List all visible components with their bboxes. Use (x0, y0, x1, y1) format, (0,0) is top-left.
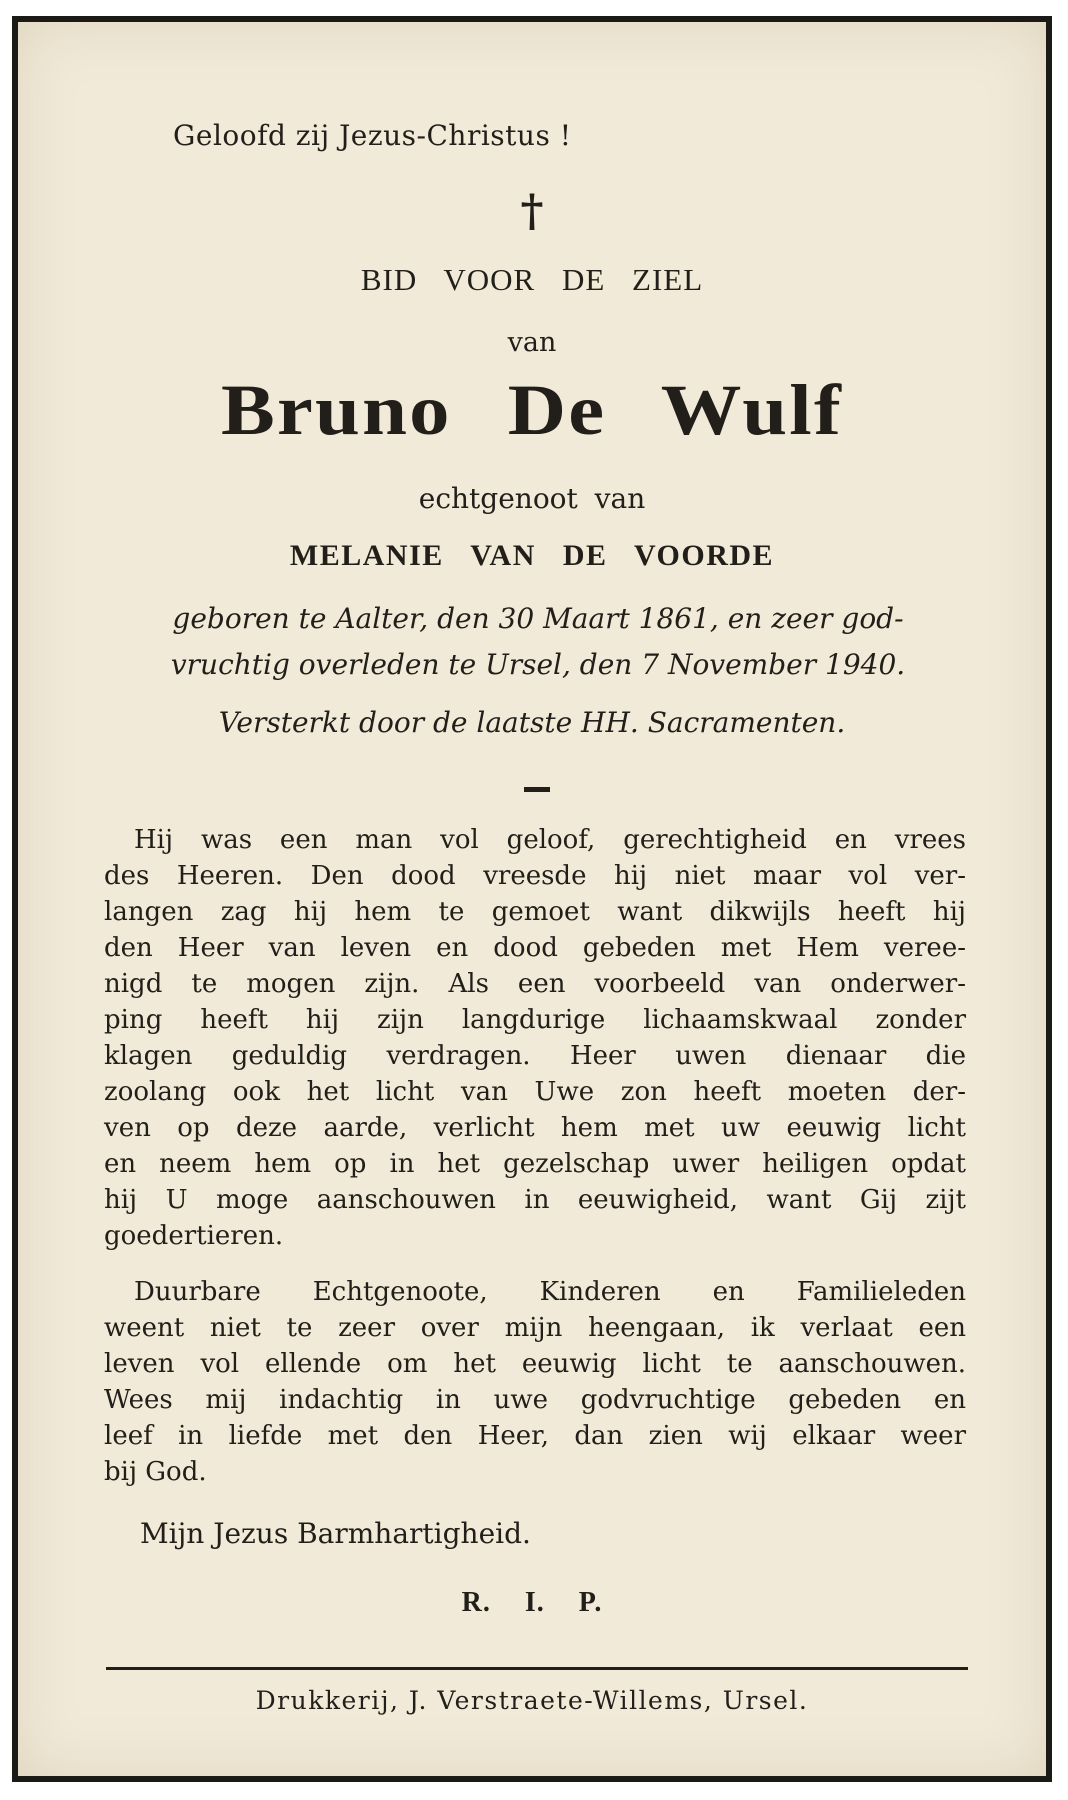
text-line: ping heeft hij zijn langdurige lichaamskwaal zonder (104, 1005, 966, 1035)
printer-credit: Drukkerij, J. Verstraete-Willems, Ursel. (255, 1686, 809, 1715)
spouse-label: echtgenoot van (418, 482, 646, 515)
text-line: zoolang ook het licht van Uwe zon heeft moeten der- (104, 1077, 966, 1107)
text-line: klagen geduldig verdragen. Heer uwen dienaar die (104, 1041, 966, 1071)
farewell-paragraph (104, 1274, 966, 1490)
rip: R. I. P. (461, 1587, 603, 1618)
text-line: en neem hem op in het gezelschap uwer heiligen opdat (104, 1149, 966, 1179)
heading: BID VOOR DE ZIEL (360, 262, 704, 297)
memorial-card (12, 16, 1052, 1782)
text-line: Wees mij indachtig in uwe godvruchtige gebeden en (104, 1385, 966, 1415)
birth-death-text (108, 596, 968, 688)
cross-icon: † (520, 186, 544, 237)
text-line: ven op deze aarde, verlicht hem met uw eeuwig licht (104, 1113, 966, 1143)
eulogy-paragraph (104, 822, 966, 1254)
text-line: weent niet te zeer over mijn heengaan, ik verlaat een (104, 1313, 966, 1343)
text-line: Duurbare Echtgenoote, Kinderen en Familieleden (134, 1277, 966, 1307)
death-line: vruchtig overleden te Ursel, den 7 November 1940. (170, 648, 906, 681)
text-line: leven vol ellende om het eeuwig licht te aanschouwen. (104, 1349, 966, 1379)
motto: Mijn Jezus Barmhartigheid. (140, 1517, 531, 1550)
text-line: Hij was een man vol geloof, gerechtigheid en vrees (134, 825, 966, 855)
text-line: bij God. (104, 1457, 207, 1487)
text-line: hij U moge aanschouwen in eeuwigheid, want Gij zijt (104, 1185, 966, 1215)
text-line: nigd te mogen zijn. Als een voorbeeld van onderwer- (104, 969, 966, 999)
text-line: des Heeren. Den dood vreesde hij niet maar vol ver- (104, 861, 966, 891)
text-line: leef in liefde met den Heer, dan zien wij elkaar weer (104, 1421, 966, 1451)
divider-dash (524, 787, 550, 792)
text-line: goedertieren. (104, 1221, 284, 1251)
greeting: Geloofd zij Jezus-Christus ! (173, 119, 572, 152)
deceased-name: Bruno De Wulf (220, 370, 844, 450)
spouse-name: MELANIE VAN DE VOORDE (289, 539, 775, 572)
of-label: van (507, 327, 557, 358)
footer-rule (106, 1667, 968, 1670)
text-line: langen zag hij hem te gemoet want dikwijls heeft hij (104, 897, 966, 927)
birth-line: geboren te Aalter, den 30 Maart 1861, en zeer god- (172, 602, 904, 635)
text-line: den Heer van leven en dood gebeden met Hem veree- (104, 933, 966, 963)
sacraments-line: Versterkt door de laatste HH. Sacramenten. (218, 706, 846, 739)
